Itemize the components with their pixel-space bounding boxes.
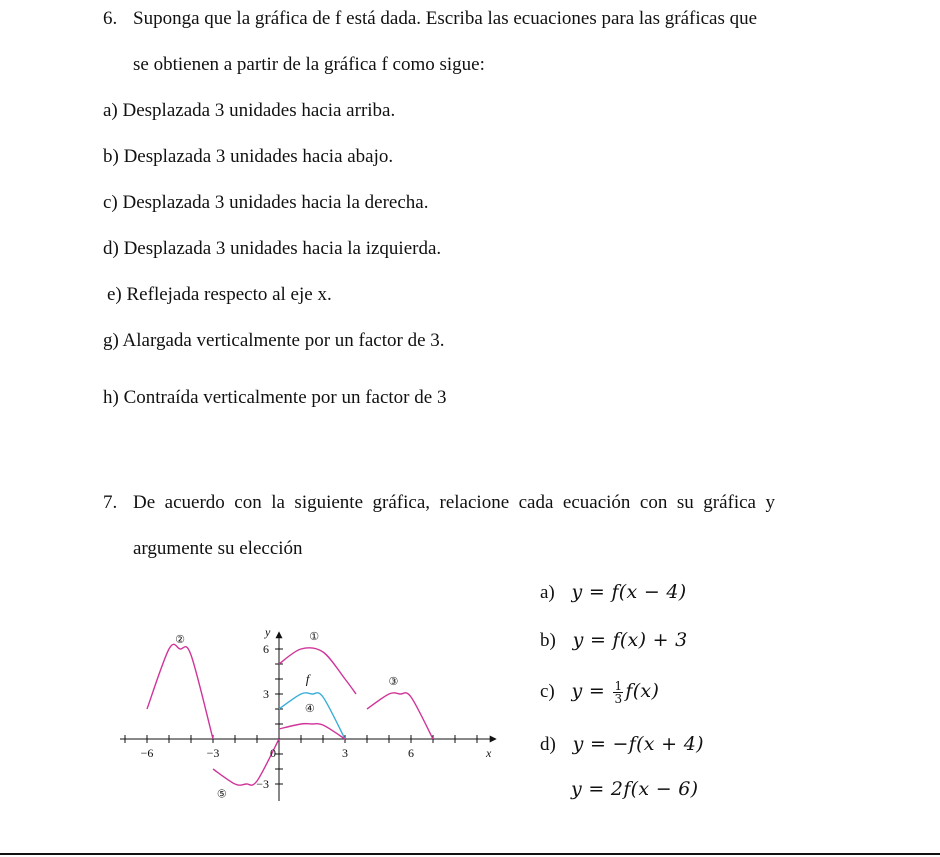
curve-2-curve <box>147 644 213 739</box>
q7-number: 7. <box>103 492 118 513</box>
q6-item-c: c) Desplazada 3 unidades hacia la derecha. <box>103 192 429 213</box>
page-bottom-rule <box>0 853 940 855</box>
equation-b-label: b) <box>540 630 556 651</box>
x-tick-label: −6 <box>140 746 154 760</box>
q6-item-e: e) Reflejada respecto al eje x. <box>107 284 332 305</box>
fraction-numerator: 1 <box>614 678 623 693</box>
x-tick-label: −3 <box>206 746 220 760</box>
curve-5-label: ⑤ <box>216 788 227 801</box>
equation-a-label: a) <box>540 582 555 603</box>
y-tick-label: −3 <box>256 777 269 791</box>
curve-4-label: ④ <box>304 703 315 715</box>
q6-intro-line1: Suponga que la gráfica de f está dada. Escriba las ecuaciones para las gráficas que <box>133 8 758 29</box>
equation-d-math: y = −f(x + 4) <box>572 733 704 755</box>
q6-intro-line2: se obtienen a partir de la gráfica f como sigue: <box>133 54 485 75</box>
curve-2-label: ② <box>175 634 185 646</box>
y-axis-label: y <box>265 625 271 639</box>
q6-item-a: a) Desplazada 3 unidades hacia arriba. <box>103 100 396 121</box>
equation-c-prefix: y = <box>571 680 612 702</box>
curve-4-curve <box>279 724 345 739</box>
equation-c-math <box>571 678 660 706</box>
equation-c-suffix: f(x) <box>625 680 660 702</box>
curve-1-curve <box>279 648 356 694</box>
q7-intro-line2: argumente su elección <box>133 538 303 559</box>
equation-d <box>540 730 704 759</box>
x-tick-label: 3 <box>342 746 348 760</box>
equation-b-math: y = f(x) + 3 <box>572 629 688 651</box>
y-tick-label: 3 <box>263 687 269 701</box>
q6-item-b: b) Desplazada 3 unidades hacia abajo. <box>103 146 394 167</box>
q6-item-h: h) Contraída verticalmente por un factor de 3 <box>103 387 447 408</box>
equation-c-label: c) <box>540 681 555 702</box>
equation-e <box>540 775 698 804</box>
equation-a <box>540 578 687 607</box>
equation-d-label: d) <box>540 734 556 755</box>
x-axis-label: x <box>486 746 492 760</box>
equation-c <box>540 677 659 706</box>
y-tick-label: 6 <box>263 642 269 656</box>
q6-number: 6. <box>103 8 118 29</box>
curve-1-label: ① <box>309 631 320 643</box>
equation-e-math: y = 2f(x − 6) <box>571 778 699 800</box>
f-label: f <box>305 671 310 687</box>
q6-item-d: d) Desplazada 3 unidades hacia la izquierda. <box>103 238 442 259</box>
curve-3-curve <box>367 693 433 739</box>
function-graph <box>103 577 493 822</box>
x-tick-label: 0 <box>270 746 276 760</box>
equation-c-fraction <box>613 680 623 705</box>
curve-3-label: ③ <box>388 676 399 688</box>
fraction-denominator: 3 <box>614 691 623 706</box>
equation-a-math: y = f(x − 4) <box>571 581 687 603</box>
q7-intro-line1: De acuerdo con la siguiente gráfica, relacione cada ecuación con su gráfica y <box>133 492 775 513</box>
equation-b <box>540 626 688 655</box>
q6-item-g: g) Alargada verticalmente por un factor de 3. <box>103 330 445 351</box>
x-tick-label: 6 <box>408 746 414 760</box>
